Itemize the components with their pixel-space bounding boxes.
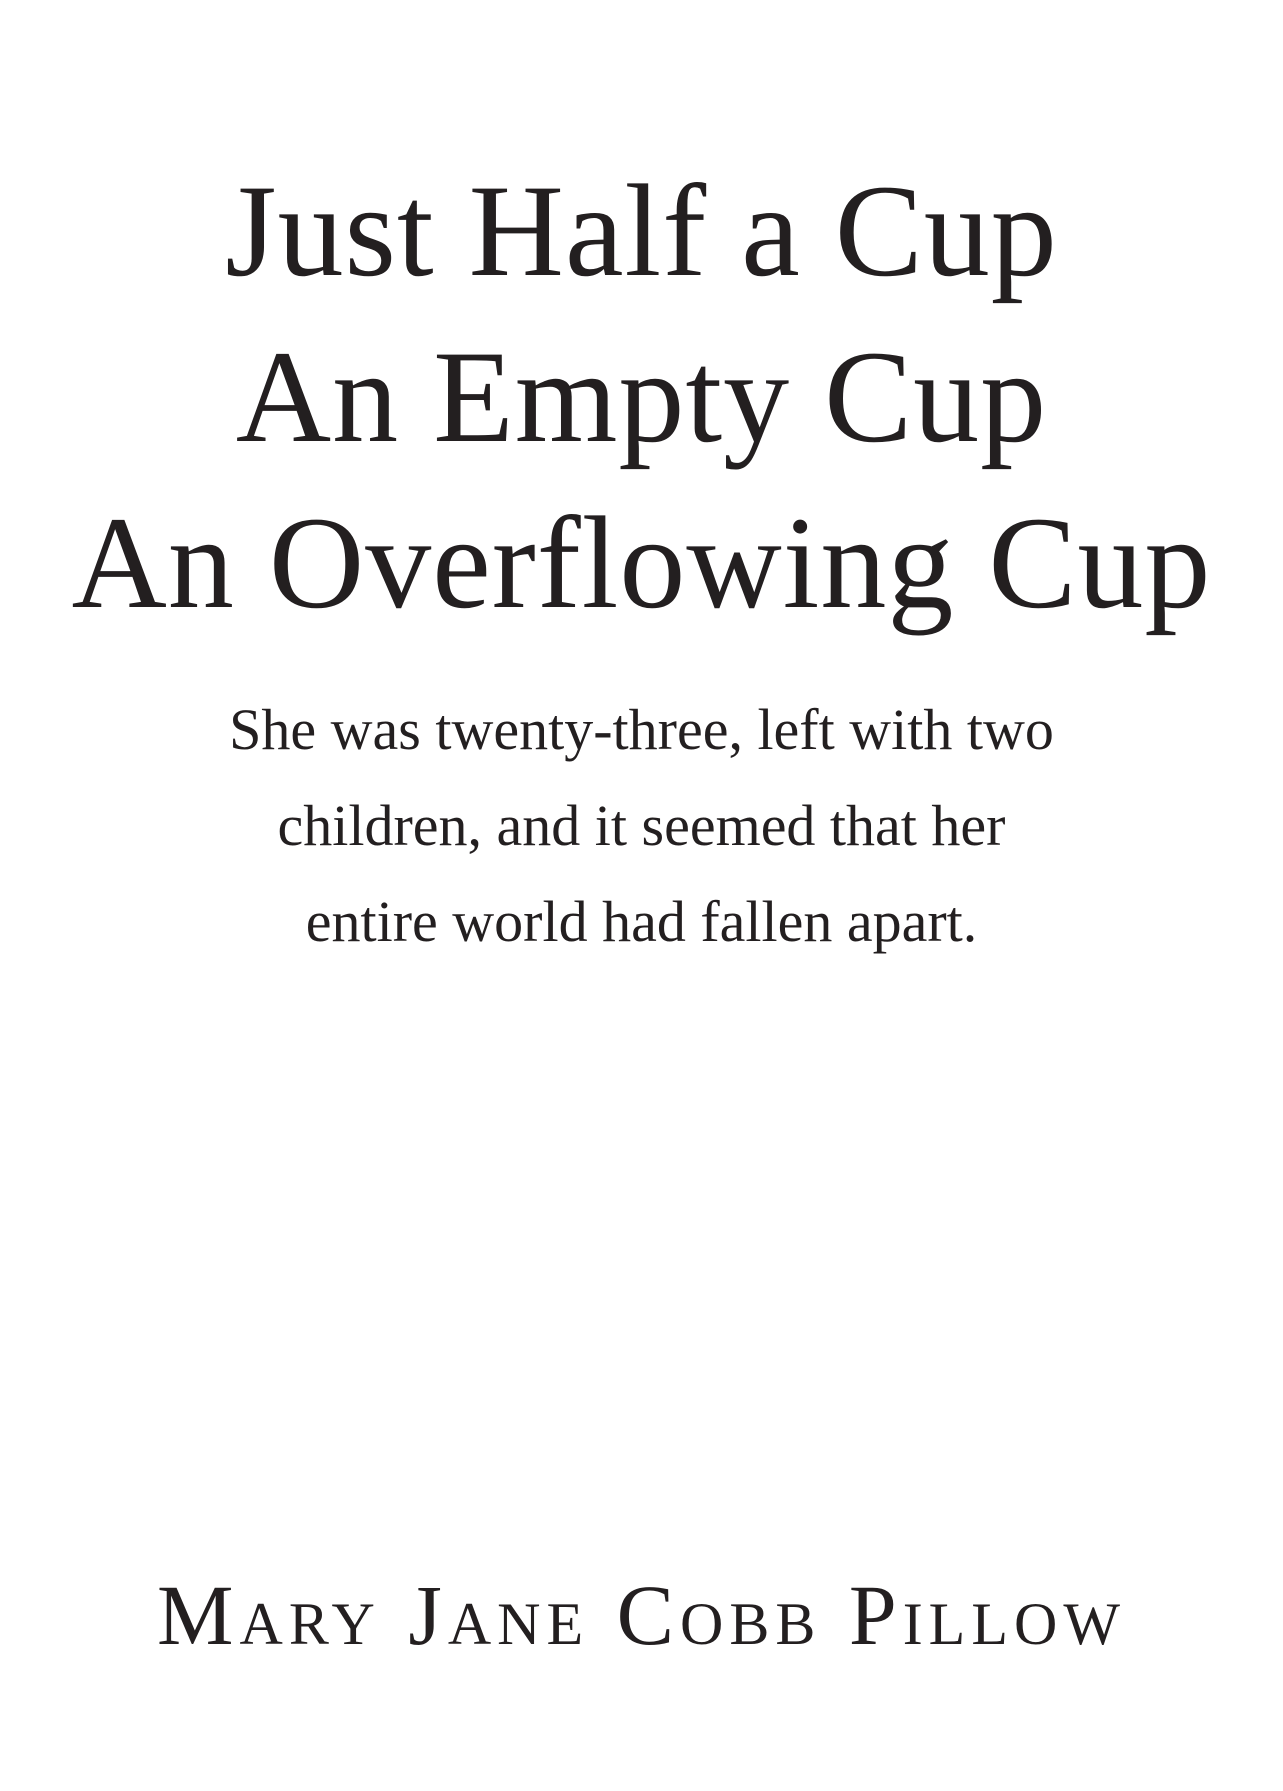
title-line-3: An Overflowing Cup (71, 489, 1212, 636)
author-name: Mary Jane Cobb Pillow (157, 1567, 1126, 1663)
blurb-line-1: She was twenty-three, left with two (229, 697, 1054, 762)
blurb-line-3: entire world had fallen apart. (305, 889, 978, 954)
blurb-line-2: children, and it seemed that her (277, 793, 1006, 858)
book-title (0, 148, 1283, 646)
title-line-2: An Empty Cup (235, 323, 1048, 470)
cover-blurb (0, 682, 1283, 970)
title-line-1: Just Half a Cup (225, 157, 1058, 304)
